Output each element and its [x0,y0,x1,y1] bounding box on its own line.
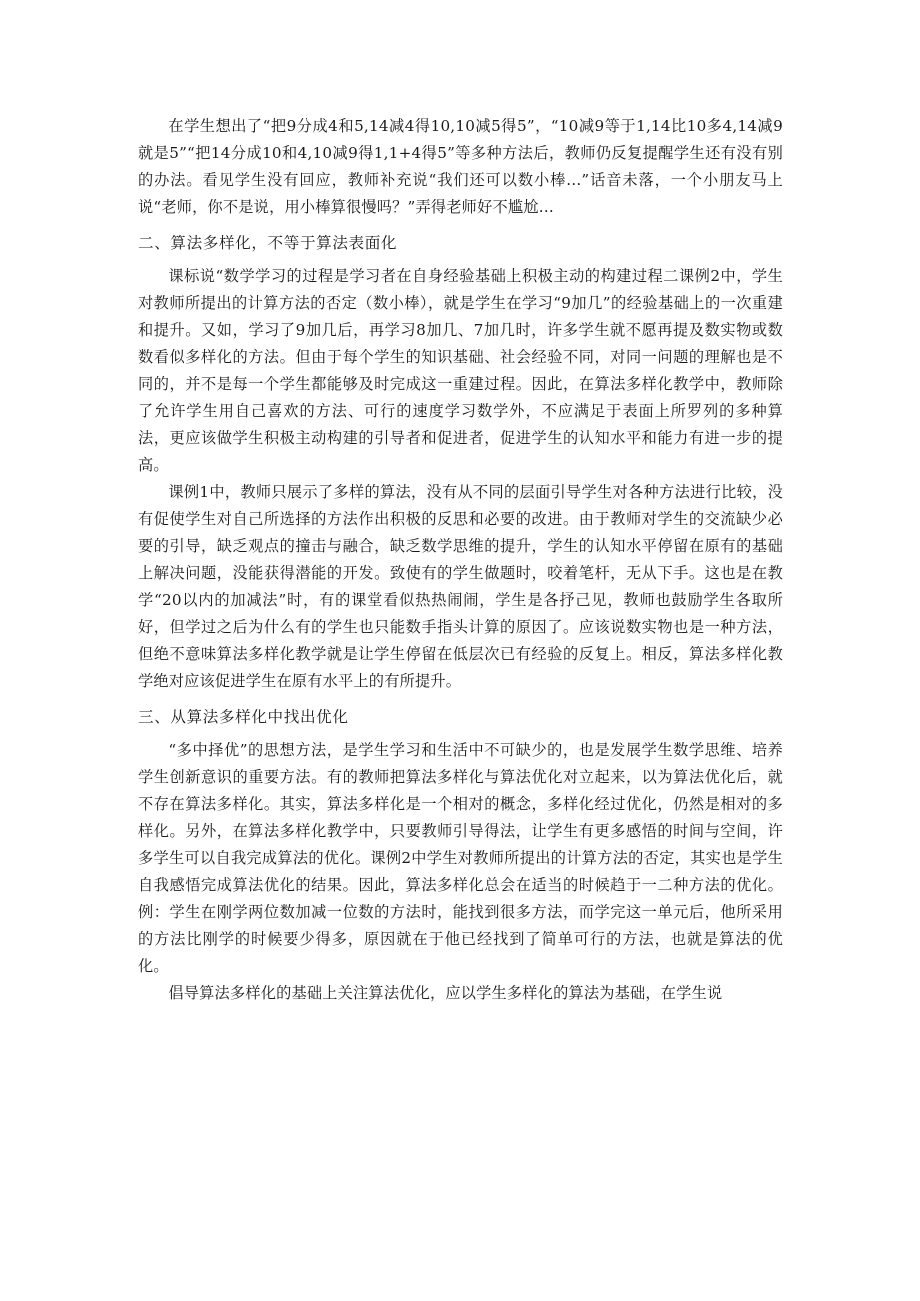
paragraph-student-methods: 在学生想出了“把9分成4和5,14减4得10,10减5得5”，“10减9等于1,14比10多4,14减9就是5”“把14分成10和4,10减9得1,1+4得5”等多种方法后，教师仍反复提醒学生还有没有别的办法。看见学生没有回应，教师补充说“我们还可以数小棒...”话音未落，一个小朋友马上说“老师，你不是说，用小棒算很慢吗？”弄得老师好不尴尬… [138,117,783,216]
document-body [138,113,783,1007]
paragraph-advocate-optimization: 倡导算法多样化的基础上关注算法优化，应以学生多样化的算法为基础，在学生说 [168,984,723,1002]
section-heading-2: 二、算法多样化，不等于算法表面化 [138,234,398,252]
section-heading-3: 三、从算法多样化中找出优化 [138,708,349,726]
paragraph-choose-best: “多中择优”的思想方法，是学生学习和生活中不可缺少的，也是发展学生数学思维、培养学生创新意识的重要方法。有的教师把算法多样化与算法优化对立起来，以为算法优化后，就不存在算法多样化。其实，算法多样化是一个相对的概念，多样化经过优化，仍然是相对的多样化。另外，在算法多样化教学中，只要教师引导得法，让学生有更多感悟的时间与空间，许多学生可以自我完成算法的优化。课例2中学生对教师所提出的计算方法的否定，其实也是学生自我感悟完成算法优化的结果。因此，算法多样化总会在适当的时候趋于一二种方法的优化。例：学生在刚学两位数加减一位数的方法时，能找到很多方法，而学完这一单元后，他所采用的方法比刚学的时候要少得多，原因就在于他已经找到了简单可行的方法，也就是算法的优化。 [138,741,783,975]
paragraph-lesson-example-1: 课例1中，教师只展示了多样的算法，没有从不同的层面引导学生对各种方法进行比较，没有促使学生对自己所选择的方法作出积极的反思和必要的改进。由于教师对学生的交流缺少必要的引导，缺乏观点的撞击与融合，缺乏数学思维的提升，学生的认知水平停留在原有的基础上解决问题，没能获得潜能的开发。致使有的学生做题时，咬着笔杆，无从下手。这也是在教学“20以内的加减法”时，有的课堂看似热热闹闹，学生是各抒己见，教师也鼓励学生各取所好，但学过之后为什么有的学生也只能数手指头计算的原因了。应该说数实物也是一种方法，但绝不意味算法多样化教学就是让学生停留在低层次已有经验的反复上。相反，算法多样化教学绝对应该促进学生在原有水平上的有所提升。 [138,483,783,690]
paragraph-curriculum-standard: 课标说“数学学习的过程是学习者在自身经验基础上积极主动的构建过程二课例2中，学生对教师所提出的计算方法的否定（数小棒），就是学生在学习“9加几”的经验基础上的一次重建和提升。又如，学习了9加几后，再学习8加几、7加几时，许多学生就不愿再提及数实物或数数看似多样化的方法。但由于每个学生的知识基础、社会经验不同，对同一问题的理解也是不同的，并不是每一个学生都能够及时完成这一重建过程。因此，在算法多样化教学中，教师除了允许学生用自己喜欢的方法、可行的速度学习数学外，不应满足于表面上所罗列的多种算法，更应该做学生积极主动构建的引导者和促进者，促进学生的认知水平和能力有进一步的提高。 [138,267,783,474]
